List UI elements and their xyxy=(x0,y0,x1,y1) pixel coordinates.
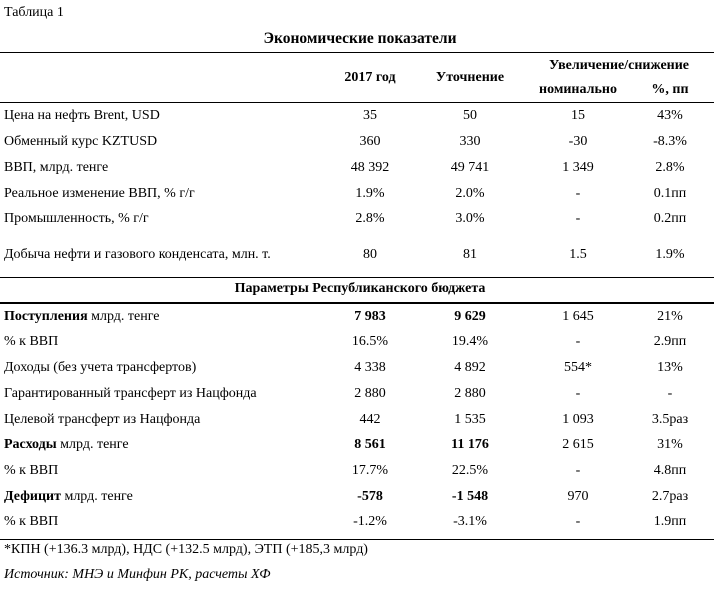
row-label: Цена на нефть Brent, USD xyxy=(4,108,160,123)
value-pct: 0.2пп xyxy=(653,211,687,226)
value-pct: 21% xyxy=(657,309,683,324)
value-pct: 2.9пп xyxy=(653,334,687,349)
value-nominal: - xyxy=(575,514,581,529)
table-row xyxy=(0,510,720,534)
row-label-text: % к ВВП xyxy=(4,334,59,349)
value-revised: 1 535 xyxy=(454,412,486,427)
value-2017: 2.8% xyxy=(355,211,385,226)
section-title: Параметры Республиканского бюджета xyxy=(234,281,486,296)
value-revised: 330 xyxy=(459,134,481,149)
divider xyxy=(0,102,714,103)
value-pct: 2.7раз xyxy=(651,489,689,504)
value-pct: 43% xyxy=(657,108,683,123)
value-nominal: 1 349 xyxy=(562,160,594,175)
header-revised: Уточнение xyxy=(435,70,505,85)
row-label-text: Гарантированный трансферт из Нацфонда xyxy=(4,386,257,401)
value-nominal: - xyxy=(575,386,581,401)
value-pct: 4.8пп xyxy=(653,463,687,478)
value-2017: 17.7% xyxy=(351,463,389,478)
row-label: Промышленность, % г/г xyxy=(4,211,149,226)
value-revised: 11 176 xyxy=(451,437,489,452)
row-label-text: млрд. тенге xyxy=(87,309,160,324)
value-revised: -1 548 xyxy=(451,489,489,504)
row-label xyxy=(4,510,58,534)
table-row xyxy=(0,182,720,206)
value-revised: 2 880 xyxy=(454,386,486,401)
value-nominal: 1.5 xyxy=(569,247,587,262)
value-2017: 360 xyxy=(359,134,381,149)
table-row xyxy=(0,156,720,180)
value-pct: 0.1пп xyxy=(653,186,687,201)
value-nominal: 15 xyxy=(571,108,585,123)
row-label-bold: Поступления xyxy=(4,309,88,324)
value-2017: 48 392 xyxy=(350,160,390,175)
row-label xyxy=(4,356,196,380)
value-revised: 50 xyxy=(463,108,477,123)
table-row xyxy=(0,305,720,329)
value-nominal: 2 615 xyxy=(562,437,594,452)
table-row xyxy=(0,459,720,483)
row-label-bold: Расходы xyxy=(4,437,57,452)
value-nominal: 1 093 xyxy=(562,412,594,427)
header-pct: %, пп xyxy=(651,82,689,97)
value-2017: 4 338 xyxy=(354,360,386,375)
row-label-text: млрд. тенге xyxy=(60,489,133,504)
row-label: Добыча нефти и газового конденсата, млн. т. xyxy=(4,247,271,262)
row-label-text: % к ВВП xyxy=(4,514,59,529)
value-2017: 80 xyxy=(363,247,377,262)
value-2017: 16.5% xyxy=(351,334,389,349)
row-label: Реальное изменение ВВП, % г/г xyxy=(4,186,195,201)
row-label xyxy=(4,459,58,483)
row-label xyxy=(4,305,160,329)
row-label xyxy=(4,433,129,457)
divider xyxy=(0,52,714,53)
row-label: Обменный курс KZTUSD xyxy=(4,134,158,149)
row-label-text: % к ВВП xyxy=(4,463,59,478)
table-row xyxy=(0,243,720,267)
value-nominal: 970 xyxy=(567,489,589,504)
divider xyxy=(0,277,714,278)
row-label xyxy=(4,408,200,432)
row-label: ВВП, млрд. тенге xyxy=(4,160,109,175)
value-revised: -3.1% xyxy=(453,514,487,529)
row-label-text: млрд. тенге xyxy=(56,437,129,452)
value-2017: -578 xyxy=(357,489,383,504)
table-row xyxy=(0,408,720,432)
value-pct: 3.5раз xyxy=(651,412,689,427)
value-pct: 1.9пп xyxy=(653,514,687,529)
value-nominal: - xyxy=(575,463,581,478)
value-nominal: - xyxy=(575,211,581,226)
value-pct: 1.9% xyxy=(655,247,685,262)
value-revised: 22.5% xyxy=(451,463,489,478)
value-2017: 1.9% xyxy=(355,186,385,201)
value-pct: - xyxy=(667,386,673,401)
value-nominal: 554* xyxy=(564,360,592,375)
value-revised: 4 892 xyxy=(454,360,486,375)
divider xyxy=(0,539,714,540)
header-nominal: номинально xyxy=(539,82,617,97)
table-row xyxy=(0,433,720,457)
row-label-text: Доходы (без учета трансфертов) xyxy=(4,360,197,375)
table-title: Экономические показатели xyxy=(263,30,457,47)
header-2017: 2017 год xyxy=(344,70,396,85)
value-revised: 2.0% xyxy=(455,186,485,201)
header-change: Увеличение/снижение xyxy=(548,58,690,73)
table-caption: Таблица 1 xyxy=(4,5,64,20)
value-nominal: - xyxy=(575,186,581,201)
value-2017: 442 xyxy=(359,412,381,427)
table-row xyxy=(0,130,720,154)
divider xyxy=(0,302,714,304)
value-revised: 81 xyxy=(463,247,477,262)
value-revised: 49 741 xyxy=(450,160,490,175)
value-2017: 7 983 xyxy=(354,309,386,324)
value-pct: -8.3% xyxy=(653,134,687,149)
row-label xyxy=(4,382,257,406)
table-row xyxy=(0,485,720,509)
source-note: Источник: МНЭ и Минфин РК, расчеты ХФ xyxy=(4,567,271,582)
value-pct: 2.8% xyxy=(655,160,685,175)
value-revised: 19.4% xyxy=(451,334,489,349)
table-row xyxy=(0,330,720,354)
value-pct: 31% xyxy=(657,437,683,452)
value-nominal: - xyxy=(575,334,581,349)
value-revised: 9 629 xyxy=(454,309,486,324)
value-nominal: 1 645 xyxy=(562,309,594,324)
row-label-bold: Дефицит xyxy=(4,489,61,504)
footnote: *КПН (+136.3 млрд), НДС (+132.5 млрд), ЭТП (+185,3 млрд) xyxy=(4,542,368,557)
table-row xyxy=(0,382,720,406)
value-2017: -1.2% xyxy=(353,514,387,529)
table-row xyxy=(0,104,720,128)
table-row xyxy=(0,207,720,231)
row-label xyxy=(4,485,133,509)
value-2017: 8 561 xyxy=(354,437,386,452)
value-2017: 35 xyxy=(363,108,377,123)
table-row xyxy=(0,356,720,380)
value-revised: 3.0% xyxy=(455,211,485,226)
row-label xyxy=(4,330,58,354)
value-2017: 2 880 xyxy=(354,386,386,401)
value-nominal: -30 xyxy=(568,134,588,149)
value-pct: 13% xyxy=(657,360,683,375)
row-label-text: Целевой трансферт из Нацфонда xyxy=(4,412,201,427)
